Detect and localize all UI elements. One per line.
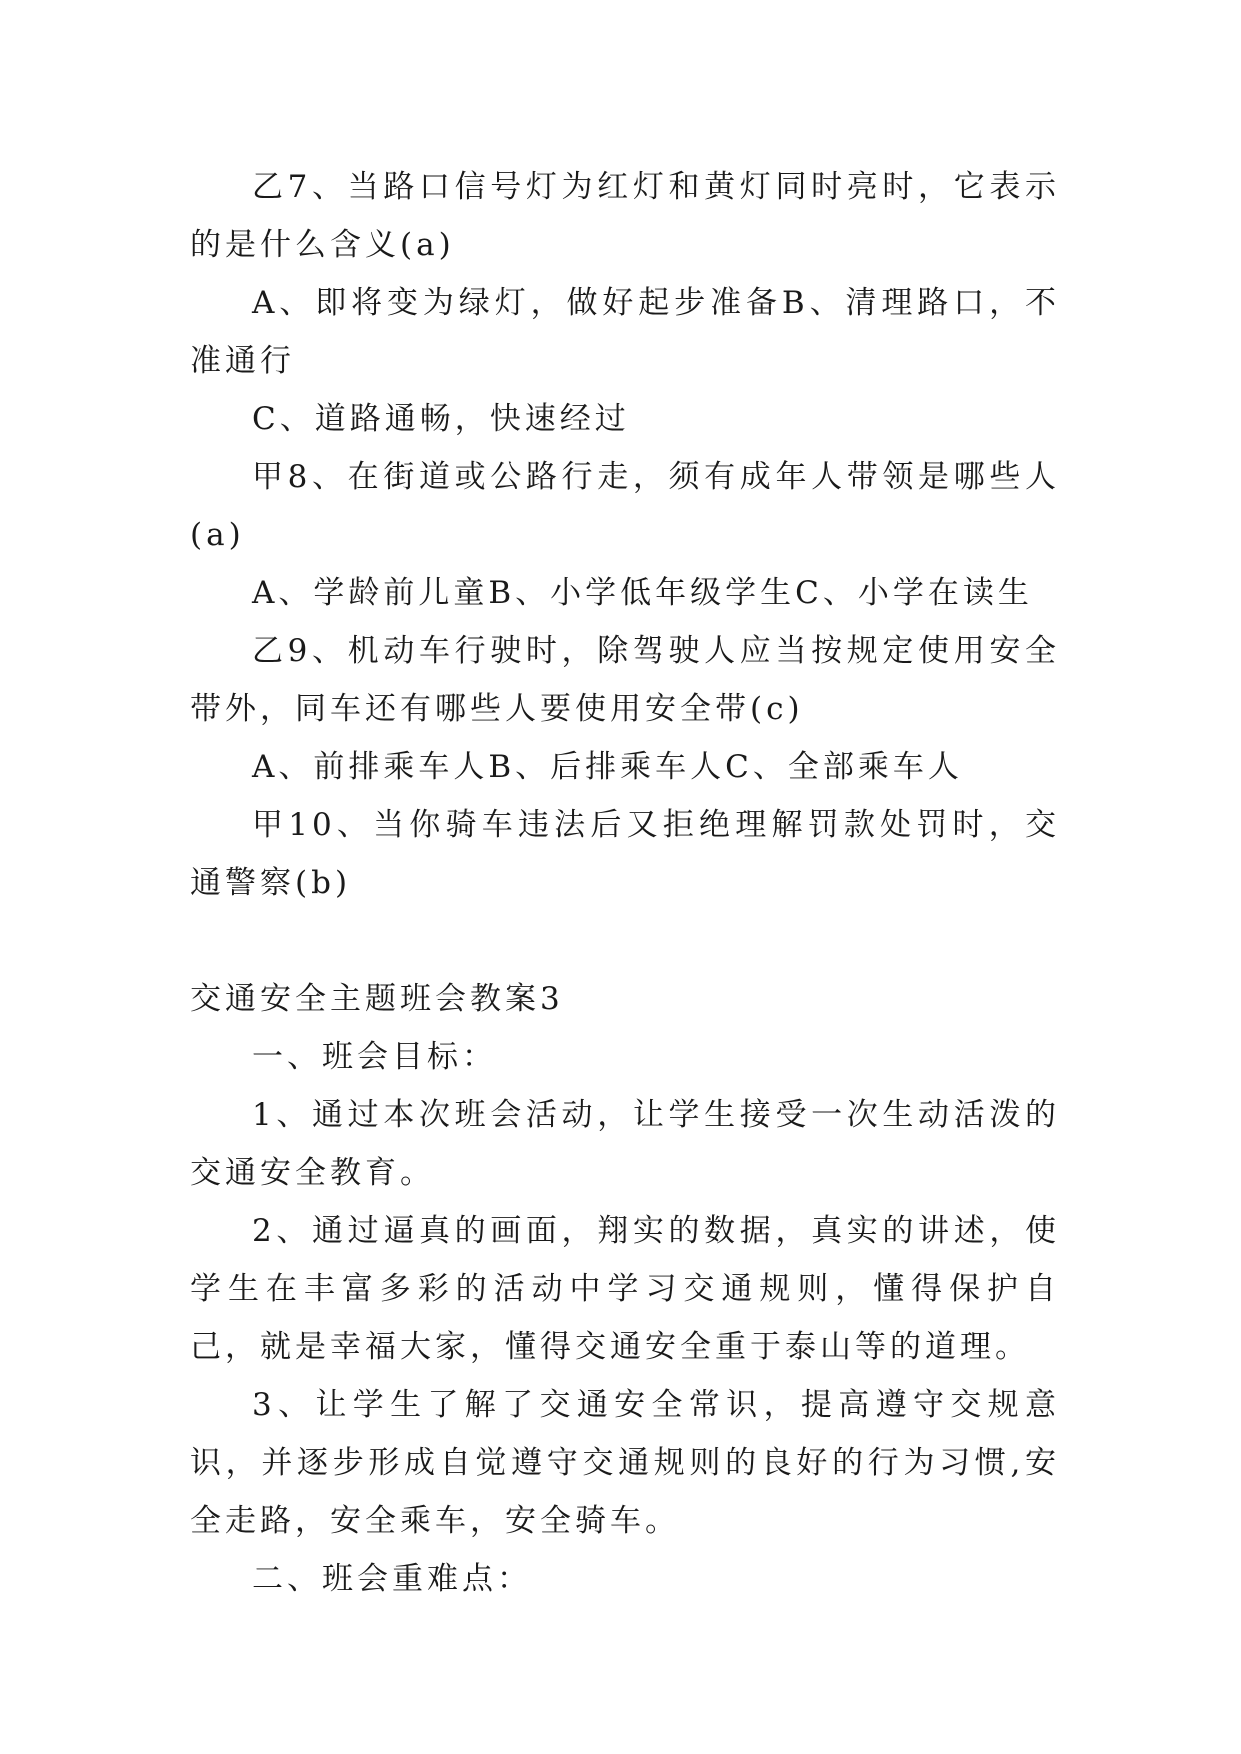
heading-class-goals: 一、班会目标： (252, 1039, 497, 1075)
question-9-options: A、前排乘车人B、后排乘车人C、全部乘车人 (252, 749, 963, 785)
section-title: 交通安全主题班会教案3 (190, 981, 564, 1017)
goal-2: 2、通过逼真的画面，翔实的数据，真实的讲述，使学生在丰富多彩的活动中学习交通规则，懂得保护自己，就是幸福大家，懂得交通安全重于泰山等的道理。 (190, 1213, 1060, 1365)
question-7-options-ab: A、即将变为绿灯，做好起步准备B、清理路口，不准通行 (190, 285, 1060, 379)
question-8-options: A、学龄前儿童B、小学低年级学生C、小学在读生 (252, 575, 1033, 611)
question-7-option-c: C、道路通畅，快速经过 (252, 401, 630, 437)
question-8: 甲8、在街道或公路行走，须有成年人带领是哪些人(a) (190, 459, 1060, 553)
heading-key-points: 二、班会重难点： (252, 1561, 532, 1597)
section-spacer (190, 912, 1060, 970)
document-body (190, 158, 1060, 1608)
goal-3: 3、让学生了解了交通安全常识，提高遵守交规意识，并逐步形成自觉遵守交通规则的良好的行为习惯,安全走路，安全乘车，安全骑车。 (190, 1387, 1060, 1539)
question-7: 乙7、当路口信号灯为红灯和黄灯同时亮时，它表示的是什么含义(a) (190, 169, 1060, 263)
question-10: 甲10、当你骑车违法后又拒绝理解罚款处罚时，交通警察(b) (190, 807, 1060, 901)
goal-1: 1、通过本次班会活动，让学生接受一次生动活泼的交通安全教育。 (190, 1097, 1060, 1191)
question-9: 乙9、机动车行驶时，除驾驶人应当按规定使用安全带外，同车还有哪些人要使用安全带(c) (190, 633, 1060, 727)
